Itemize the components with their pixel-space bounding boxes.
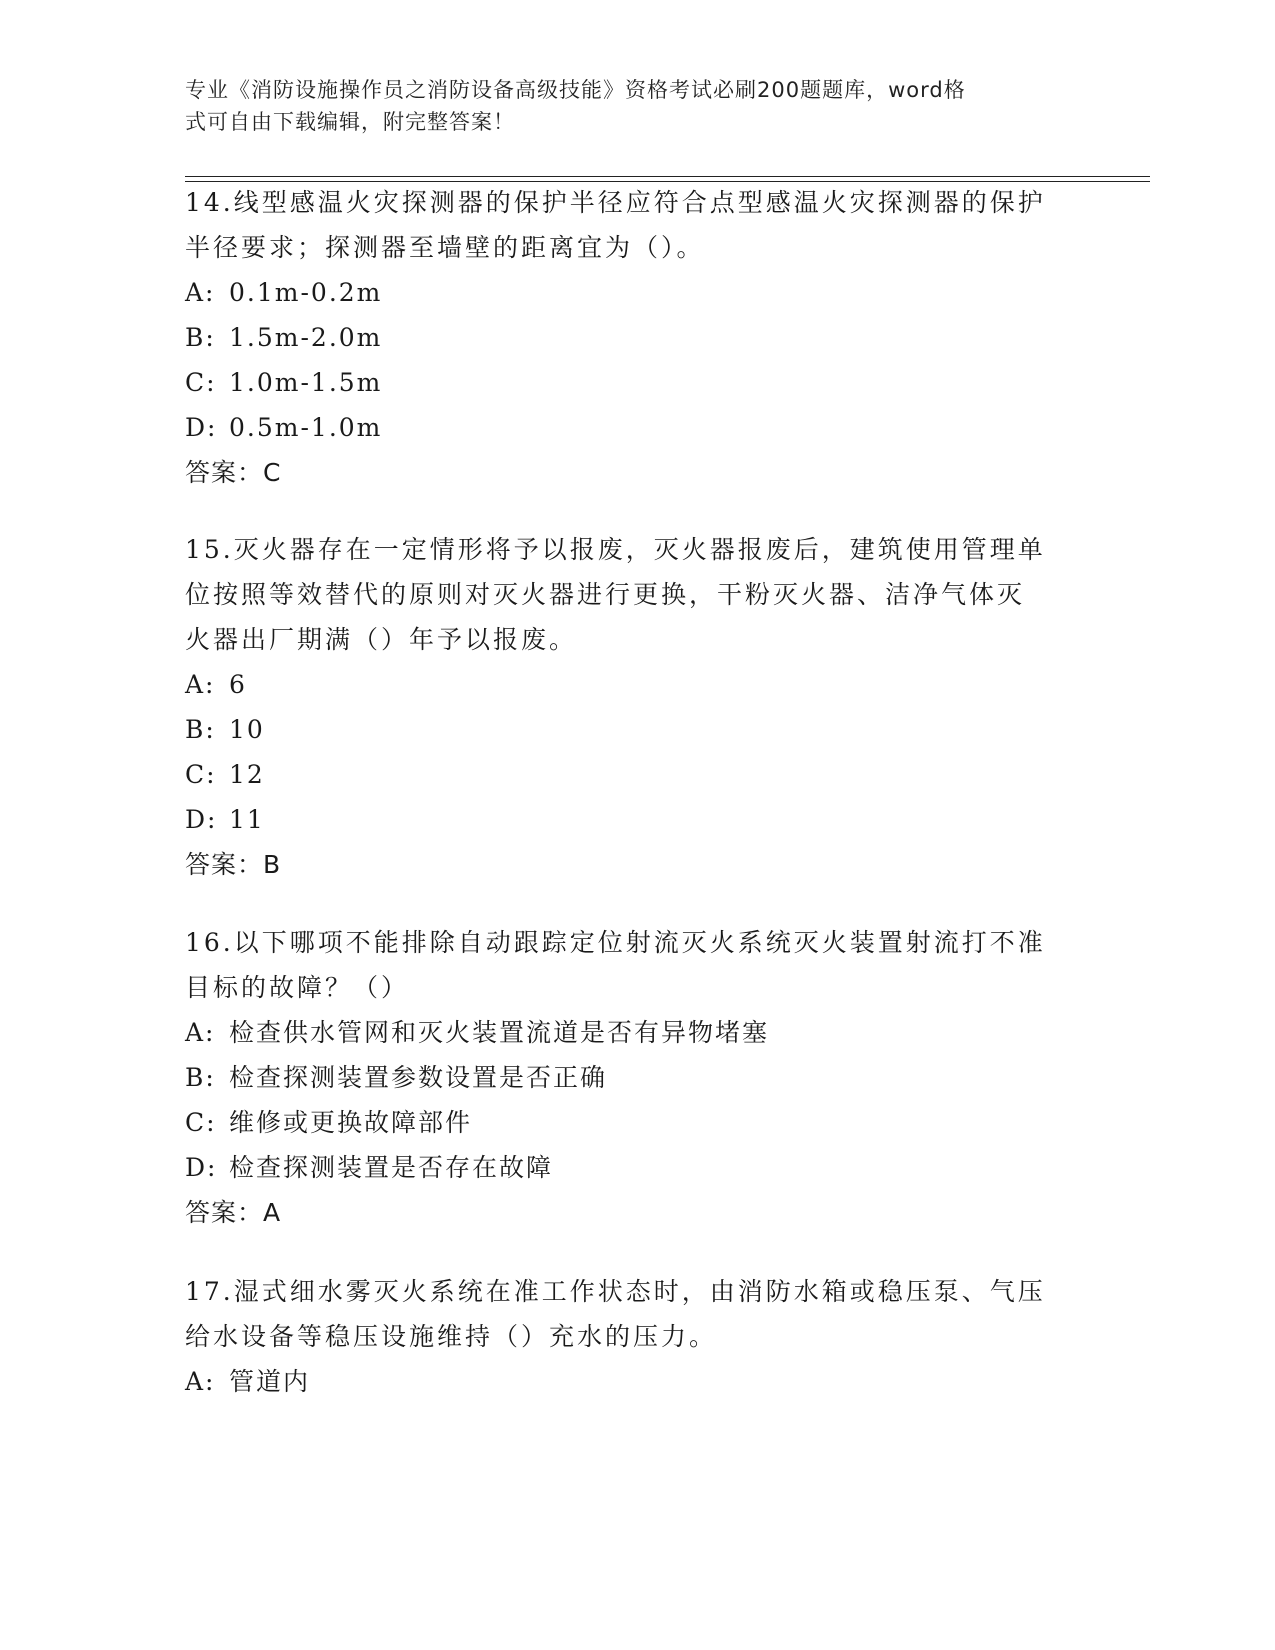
option-text: 管道内: [229, 1367, 311, 1396]
option-b: [185, 707, 1075, 752]
option-text: 检查探测装置是否存在故障: [229, 1153, 554, 1182]
option-a: [185, 1010, 1075, 1055]
option-key: C:: [185, 368, 217, 397]
option-key: D:: [185, 1153, 218, 1182]
question-17: [185, 1269, 1075, 1404]
option-key: A:: [185, 670, 216, 699]
option-key: B:: [185, 715, 216, 744]
question-stem-line: 火器出厂期满（）年予以报废。: [185, 625, 578, 654]
header-line-1: 专业《消防设施操作员之消防设备高级技能》资格考试必刷200题题库，word格: [185, 78, 966, 102]
option-text: 1.0m-1.5m: [229, 368, 383, 397]
option-key: C:: [185, 760, 217, 789]
header-line-2: 式可自由下载编辑，附完整答案！: [185, 110, 515, 134]
option-text: 0.1m-0.2m: [229, 278, 383, 307]
option-text: 0.5m-1.0m: [229, 413, 383, 442]
option-text: 11: [229, 805, 265, 834]
question-14: [185, 180, 1075, 495]
option-key: A:: [185, 1018, 216, 1047]
option-c: [185, 752, 1075, 797]
option-c: [185, 360, 1075, 405]
answer: 答案：B: [185, 850, 282, 879]
option-key: D:: [185, 805, 218, 834]
question-stem-line: 半径要求；探测器至墙壁的距离宜为（）。: [185, 233, 705, 262]
option-text: 检查供水管网和灭火装置流道是否有异物堵塞: [229, 1018, 770, 1047]
option-text: 6: [229, 670, 247, 699]
question-stem-line: 16.以下哪项不能排除自动跟踪定位射流灭火系统灭火装置射流打不准: [185, 928, 1046, 957]
option-text: 维修或更换故障部件: [229, 1108, 473, 1137]
option-key: B:: [185, 1063, 216, 1092]
question-stem-line: 目标的故障？（）: [185, 973, 410, 1002]
answer: 答案：A: [185, 1198, 282, 1227]
question-stem-line: 17.湿式细水雾灭火系统在准工作状态时，由消防水箱或稳压泵、气压: [185, 1277, 1046, 1306]
question-stem-line: 位按照等效替代的原则对灭火器进行更换，干粉灭火器、洁净气体灭: [185, 580, 1026, 609]
option-key: A:: [185, 278, 216, 307]
option-key: D:: [185, 413, 218, 442]
document-header: [185, 74, 1065, 138]
option-key: B:: [185, 323, 216, 352]
option-b: [185, 1055, 1075, 1100]
option-a: [185, 1359, 1075, 1404]
question-16: [185, 920, 1075, 1235]
question-stem-line: 14.线型感温火灾探测器的保护半径应符合点型感温火灾探测器的保护: [185, 188, 1046, 217]
option-text: 12: [229, 760, 265, 789]
option-text: 1.5m-2.0m: [229, 323, 383, 352]
option-c: [185, 1100, 1075, 1145]
answer: 答案：C: [185, 458, 282, 487]
question-stem-line: 给水设备等稳压设施维持（）充水的压力。: [185, 1322, 718, 1351]
header-divider-top: [185, 176, 1150, 177]
option-text: 检查探测装置参数设置是否正确: [229, 1063, 608, 1092]
option-d: [185, 405, 1075, 450]
question-15: [185, 527, 1075, 887]
option-key: C:: [185, 1108, 217, 1137]
option-key: A:: [185, 1367, 216, 1396]
option-text: 10: [229, 715, 265, 744]
option-b: [185, 315, 1075, 360]
option-a: [185, 270, 1075, 315]
question-stem-line: 15.灭火器存在一定情形将予以报废，灭火器报废后，建筑使用管理单: [185, 535, 1046, 564]
option-a: [185, 662, 1075, 707]
option-d: [185, 1145, 1075, 1190]
option-d: [185, 797, 1075, 842]
